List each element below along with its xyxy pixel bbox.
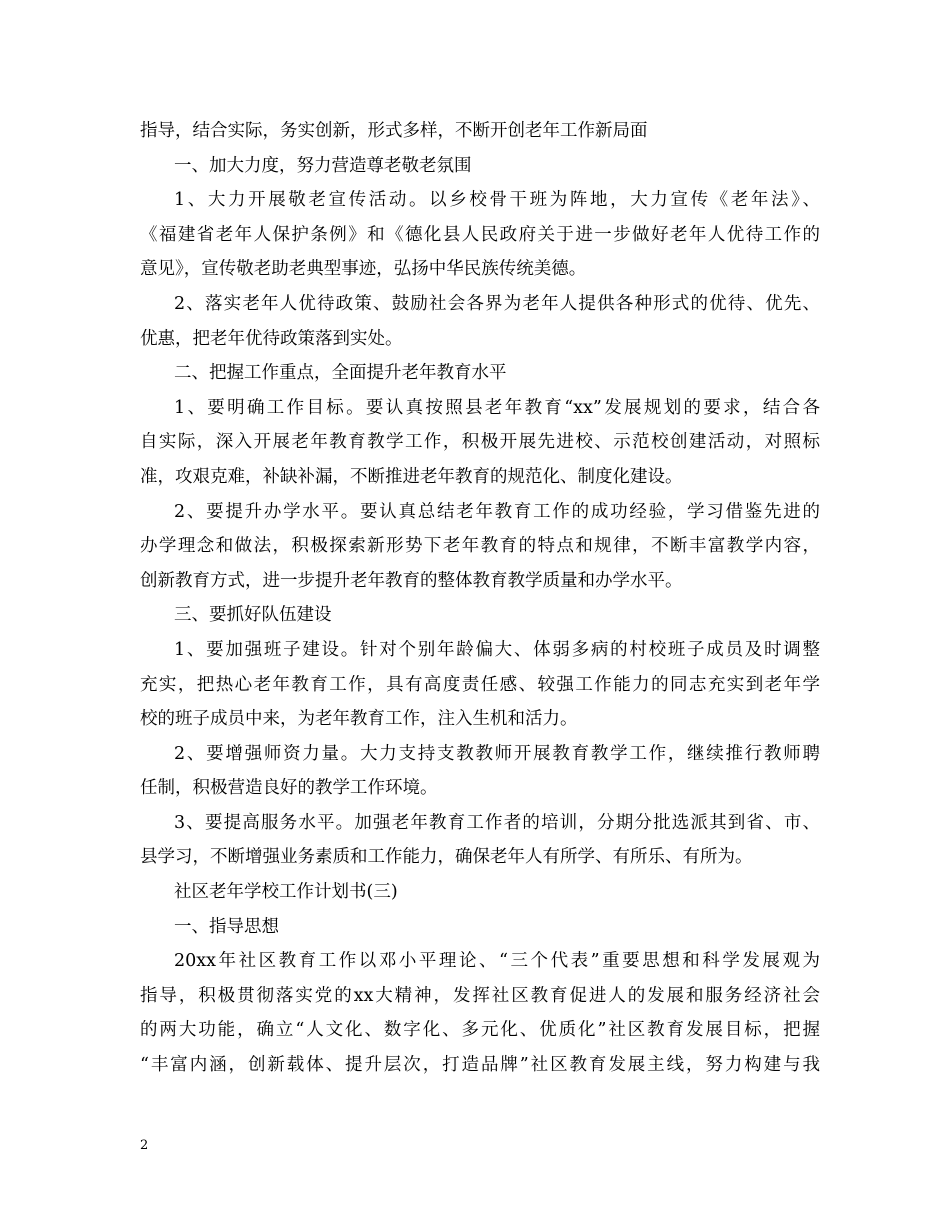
text-line: 自实际，深入开展老年教育教学工作，积极开展先进校、示范校创建活动，对照标 [140,432,820,453]
text-line: 的两大功能，确立“人文化、数字化、多元化、优质化”社区教育发展目标，把握 [140,1020,820,1041]
text-line: 一、加大力度，努力营造尊老敬老氛围 [174,155,472,176]
text-line: 3、要提高服务水平。加强老年教育工作者的培训，分期分批选派其到省、市、 [174,812,820,833]
text-line: 充实，把热心老年教育工作，具有高度责任感、较强工作能力的同志充实到老年学 [140,674,820,695]
text-line: 指导，积极贯彻落实党的xx大精神，发挥社区教育促进人的发展和服务经济社会 [140,985,820,1006]
text-line: 办学理念和做法，积极探索新形势下老年教育的特点和规律，不断丰富教学内容， [140,536,820,557]
text-line: 1、大力开展敬老宣传活动。以乡校骨干班为阵地，大力宣传《老年法》、 [174,190,820,211]
text-line: 准，攻艰克难，补缺补漏，不断推进老年教育的规范化、制度化建设。 [140,466,683,487]
body-text [140,114,820,1083]
text-line: 2、要提升办学水平。要认真总结老年教育工作的成功经验，学习借鉴先进的 [174,501,820,522]
text-line: 创新教育方式，进一步提升老年教育的整体教育教学质量和办学水平。 [140,570,683,591]
text-line: 《福建省老年人保护条例》和《德化县人民政府关于进一步做好老年人优待工作的 [140,224,820,245]
text-line: 任制，积极营造良好的教学工作环境。 [140,778,438,799]
text-line: “丰富内涵，创新载体、提升层次，打造品牌”社区教育发展主线，努力构建与我 [140,1055,820,1076]
text-line: 1、要加强班子建设。针对个别年龄偏大、体弱多病的村校班子成员及时调整 [174,639,820,660]
page-number: 2 [140,1138,149,1153]
section-heading: 社区老年学校工作计划书(三) [174,882,398,903]
text-line: 优惠，把老年优待政策落到实处。 [140,328,403,349]
text-line: 县学习，不断增强业务素质和工作能力，确保老年人有所学、有所乐、有所为。 [140,847,753,868]
text-line: 1、要明确工作目标。要认真按照县老年教育“xx”发展规划的要求，结合各 [174,397,820,418]
text-line: 二、把握工作重点，全面提升老年教育水平 [174,363,507,384]
text-line: 意见》，宣传敬老助老典型事迹，弘扬中华民族传统美德。 [140,259,587,280]
text-line: 2、要增强师资力量。大力支持支教教师开展教育教学工作，继续推行教师聘 [174,743,820,764]
text-line: 20xx年社区教育工作以邓小平理论、“三个代表”重要思想和科学发展观为 [174,951,820,972]
text-line: 指导，结合实际，务实创新，形式多样，不断开创老年工作新局面 [140,121,648,141]
text-line: 2、落实老年人优待政策、鼓励社会各界为老年人提供各种形式的优待、优先、 [174,293,820,314]
text-line: 一、指导思想 [174,916,279,937]
text-line: 三、要抓好队伍建设 [174,605,332,626]
text-line: 校的班子成员中来，为老年教育工作，注入生机和活力。 [140,709,578,730]
